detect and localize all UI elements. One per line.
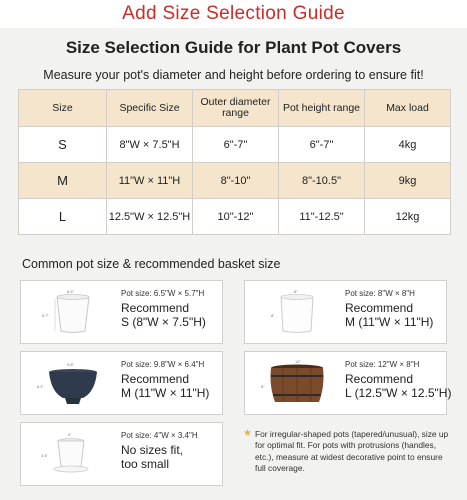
- recommend-label: Recommend: [121, 372, 190, 386]
- table-header: Max load: [365, 90, 451, 127]
- white-cylinder-pot-icon: [251, 287, 337, 339]
- table-header: Size: [19, 90, 107, 127]
- pot-card-too-small: [20, 422, 223, 486]
- recommend-value: M (11"W × 11"H): [121, 386, 210, 400]
- table-cell: 11"W × 11"H: [107, 163, 193, 199]
- recommend-label: Recommend: [345, 301, 414, 315]
- pot-dim-top: 6.5": [67, 289, 74, 294]
- table-header: Specific Size: [107, 90, 193, 127]
- fit-note-text: For irregular-shaped pots (tapered/unusual), size up for optimal fit. For pots with protrusions (handles, etc.), measure at widest decorative point to ensure full coverage.: [255, 429, 449, 474]
- small-white-pot-with-saucer-icon: [27, 429, 113, 481]
- pot-dim-top: 9.8": [67, 362, 74, 367]
- pot-size-label: Pot size: 6.5"W × 5.7"H: [121, 289, 205, 298]
- table-row: [19, 199, 451, 235]
- table-cell-size: L: [19, 199, 107, 235]
- star-icon: ★: [243, 428, 252, 439]
- pot-size-label: Pot size: 9.8"W × 6.4"H: [121, 360, 205, 369]
- table-header: Pot height range: [279, 90, 365, 127]
- recommend-value: M (11"W × 11"H): [345, 315, 434, 329]
- card-text: [121, 289, 218, 329]
- recommend-label: Recommend: [345, 372, 414, 386]
- table-cell: 12.5"W × 12.5"H: [107, 199, 193, 235]
- pot-dim-side: 8": [261, 384, 265, 389]
- pot-card-l-barrel: [244, 351, 452, 415]
- table-cell: 8"W × 7.5"H: [107, 127, 193, 163]
- pot-dim-top: 12": [295, 359, 301, 364]
- table-row: [19, 163, 451, 199]
- card-text: [345, 289, 442, 329]
- table-cell-size: M: [19, 163, 107, 199]
- common-sizes-title: Common pot size & recommended basket size: [22, 257, 281, 271]
- pot-dim-side: 3.4": [41, 453, 48, 458]
- table-header-row: [19, 90, 451, 127]
- guide-title: Size Selection Guide for Plant Pot Covers: [65, 38, 402, 57]
- table-cell: 10"-12": [193, 199, 279, 235]
- white-round-pot-icon: [27, 287, 113, 339]
- pot-dim-top: 4": [68, 432, 72, 437]
- banner: [0, 0, 467, 28]
- pot-dim-side: 6.4": [37, 384, 44, 389]
- table-cell-size: S: [19, 127, 107, 163]
- table-cell: 6"-7": [279, 127, 365, 163]
- table-cell: 8"-10": [193, 163, 279, 199]
- card-text: [121, 360, 218, 400]
- table-cell: 8"-10.5": [279, 163, 365, 199]
- size-guide-panel: [0, 28, 467, 500]
- recommend-value: S (8"W × 7.5"H): [121, 315, 206, 329]
- card-text: [345, 360, 452, 400]
- no-fit-label: No sizes fit,: [121, 443, 184, 457]
- recommend-label: Recommend: [121, 301, 190, 315]
- pot-size-label: Pot size: 8"W × 8"H: [345, 289, 415, 298]
- banner-title: Add Size Selection Guide: [122, 3, 345, 24]
- pot-dim-side: 5.7": [42, 313, 49, 318]
- pot-dim-side: 8": [271, 313, 275, 318]
- pot-card-s: [20, 280, 223, 344]
- size-table: [18, 89, 451, 235]
- pot-size-label: Pot size: 4"W × 3.4"H: [121, 431, 198, 440]
- table-row: [19, 127, 451, 163]
- pot-card-m-bowl: [20, 351, 223, 415]
- guide-subtitle: Measure your pot's diameter and height before ordering to ensure fit!: [43, 68, 424, 82]
- table-cell: 11"-12.5": [279, 199, 365, 235]
- pot-card-m-cylinder: [244, 280, 447, 344]
- whiskey-barrel-planter-icon: [251, 358, 337, 410]
- table-cell: 6"-7": [193, 127, 279, 163]
- table-header: Outer diameter range: [193, 90, 279, 127]
- no-fit-value: too small: [121, 457, 170, 471]
- pot-dim-top: 8": [294, 289, 298, 294]
- table-cell: 4kg: [365, 127, 451, 163]
- navy-bowl-planter-icon: [27, 358, 113, 410]
- table-cell: 9kg: [365, 163, 451, 199]
- pot-size-label: Pot size: 12"W × 8"H: [345, 360, 420, 369]
- table-cell: 12kg: [365, 199, 451, 235]
- card-text: [121, 431, 218, 471]
- recommend-value: L (12.5"W × 12.5"H): [345, 386, 452, 400]
